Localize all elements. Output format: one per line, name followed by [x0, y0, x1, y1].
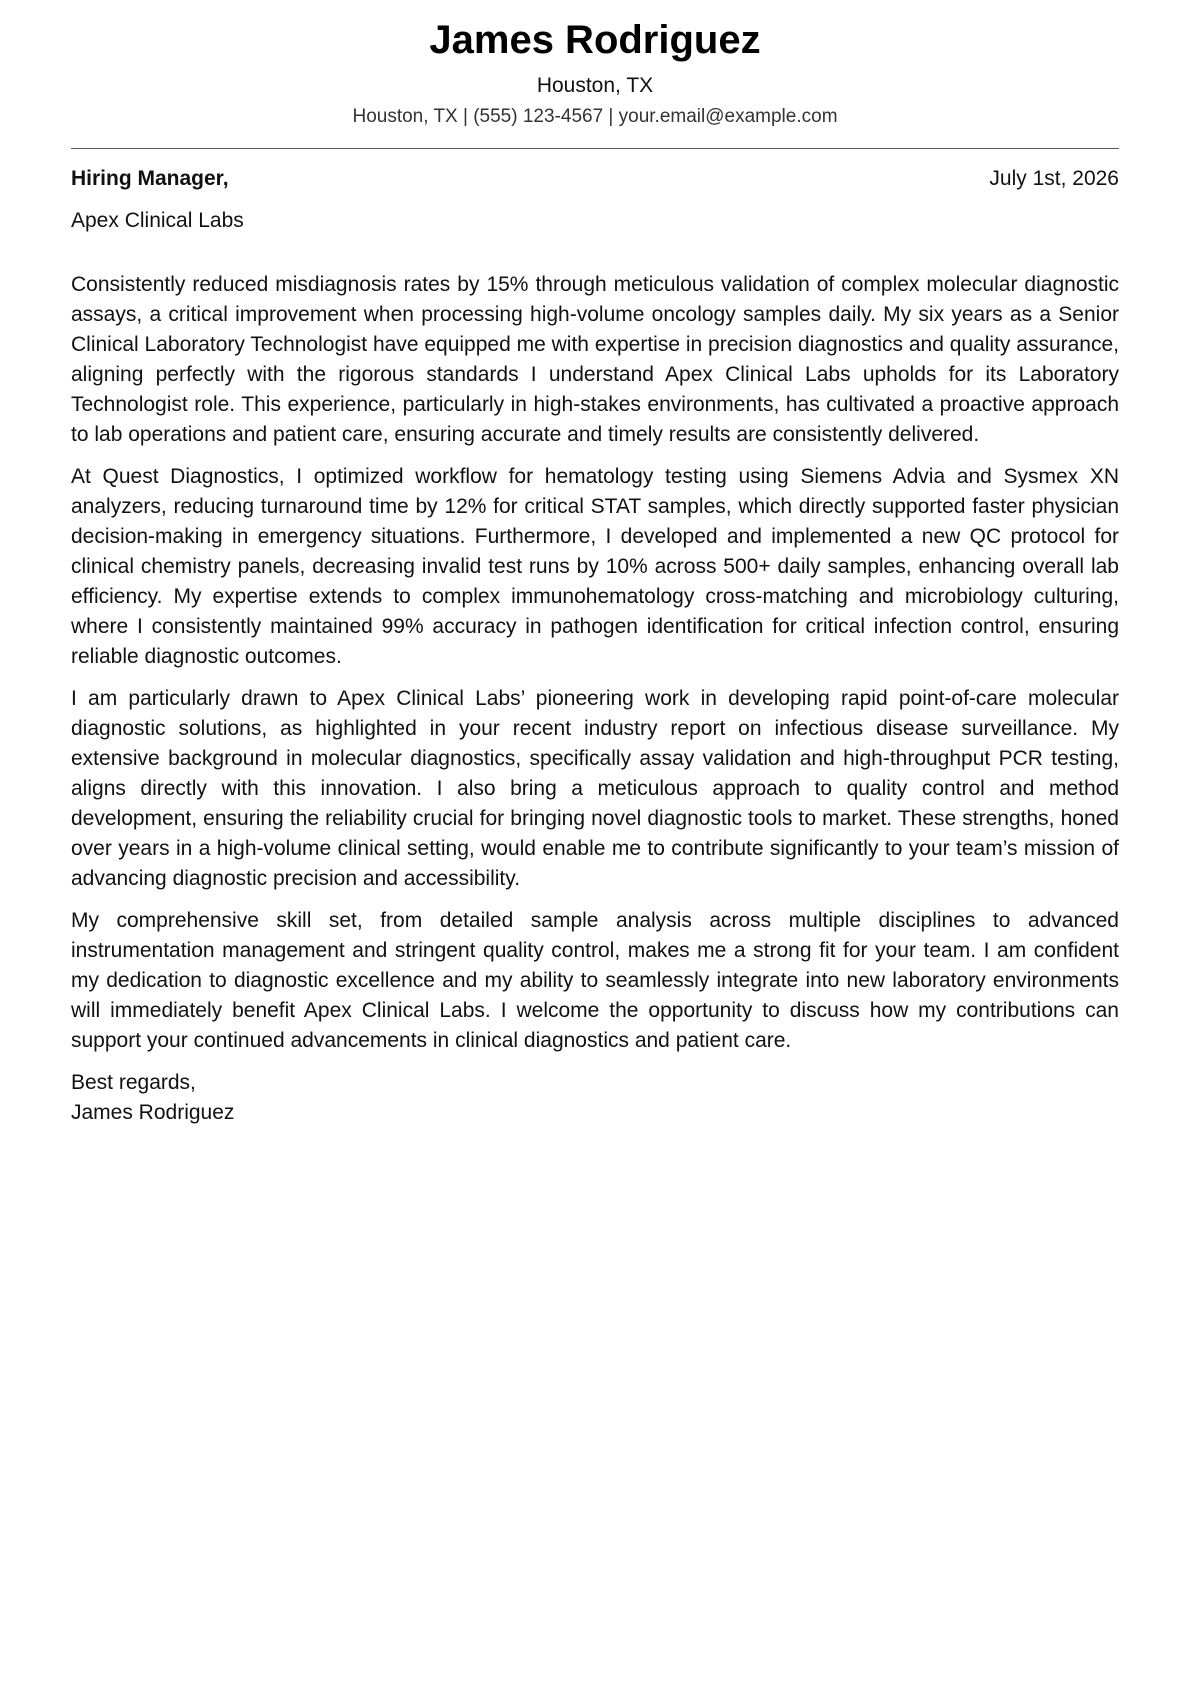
recipient-line: Hiring Manager, — [71, 167, 229, 190]
recipient-date-row — [71, 165, 1119, 193]
letter-header — [71, 0, 1119, 130]
contact-line: Houston, TX | (555) 123-4567 | your.email@example.com — [352, 106, 838, 127]
company-name: Apex Clinical Labs — [71, 209, 244, 232]
applicant-name: James Rodriguez — [429, 18, 761, 62]
header-divider — [71, 148, 1119, 149]
letter-body — [71, 270, 1119, 1056]
letter-date: July 1st, 2026 — [989, 167, 1119, 190]
body-paragraph-1: Consistently reduced misdiagnosis rates by 15% through meticulous validation of complex molecular diagnostic assays, a critical improvement when processing high-volume oncology samples daily. My six years as a Senior Clinical Laboratory Technologist have equipped me with expertise in precision diagnostics and quality assurance, aligning perfectly with the rigorous standards I understand Apex Clinical Labs upholds for its Laboratory Technologist role. This experience, particularly in high-stakes environments, has cultivated a proactive approach to lab operations and patient care, ensuring accurate and timely results are consistently delivered. — [71, 273, 1119, 446]
body-paragraph-4: My comprehensive skill set, from detailed sample analysis across multiple disciplines to advanced instrumentation management and stringent quality control, makes me a strong fit for your team. I am confident my dedication to diagnostic excellence and my ability to seamlessly integrate into new laboratory environments will immediately benefit Apex Clinical Labs. I welcome the opportunity to discuss how my contributions can support your continued advancements in clinical diagnostics and patient care. — [71, 909, 1119, 1052]
body-paragraph-2: At Quest Diagnostics, I optimized workflow for hematology testing using Siemens Advia and Sysmex XN analyzers, reducing turnaround time by 12% for critical STAT samples, which directly supported faster physician decision-making in emergency situations. Furthermore, I developed and implemented a new QC protocol for clinical chemistry panels, decreasing invalid test runs by 10% across 500+ daily samples, enhancing overall lab efficiency. My expertise extends to complex immunohematology cross-matching and microbiology culturing, where I consistently maintained 99% accuracy in pathogen identification for critical infection control, ensuring reliable diagnostic outcomes. — [71, 465, 1119, 668]
closing-signature: James Rodriguez — [71, 1101, 235, 1124]
applicant-location: Houston, TX — [536, 74, 654, 97]
closing-salutation: Best regards, — [71, 1071, 196, 1094]
letter-closing — [71, 1068, 1119, 1128]
body-paragraph-3: I am particularly drawn to Apex Clinical Labs’ pioneering work in developing rapid point-of-care molecular diagnostic solutions, as highlighted in your recent industry report on infectious disease surveillance. My extensive background in molecular diagnostics, specifically assay validation and high-throughput PCR testing, aligns directly with this innovation. I also bring a meticulous approach to quality control and method development, ensuring the reliability crucial for bringing novel diagnostic tools to market. These strengths, honed over years in a high-volume clinical setting, would enable me to contribute significantly to your team’s mission of advancing diagnostic precision and accessibility. — [71, 687, 1119, 890]
